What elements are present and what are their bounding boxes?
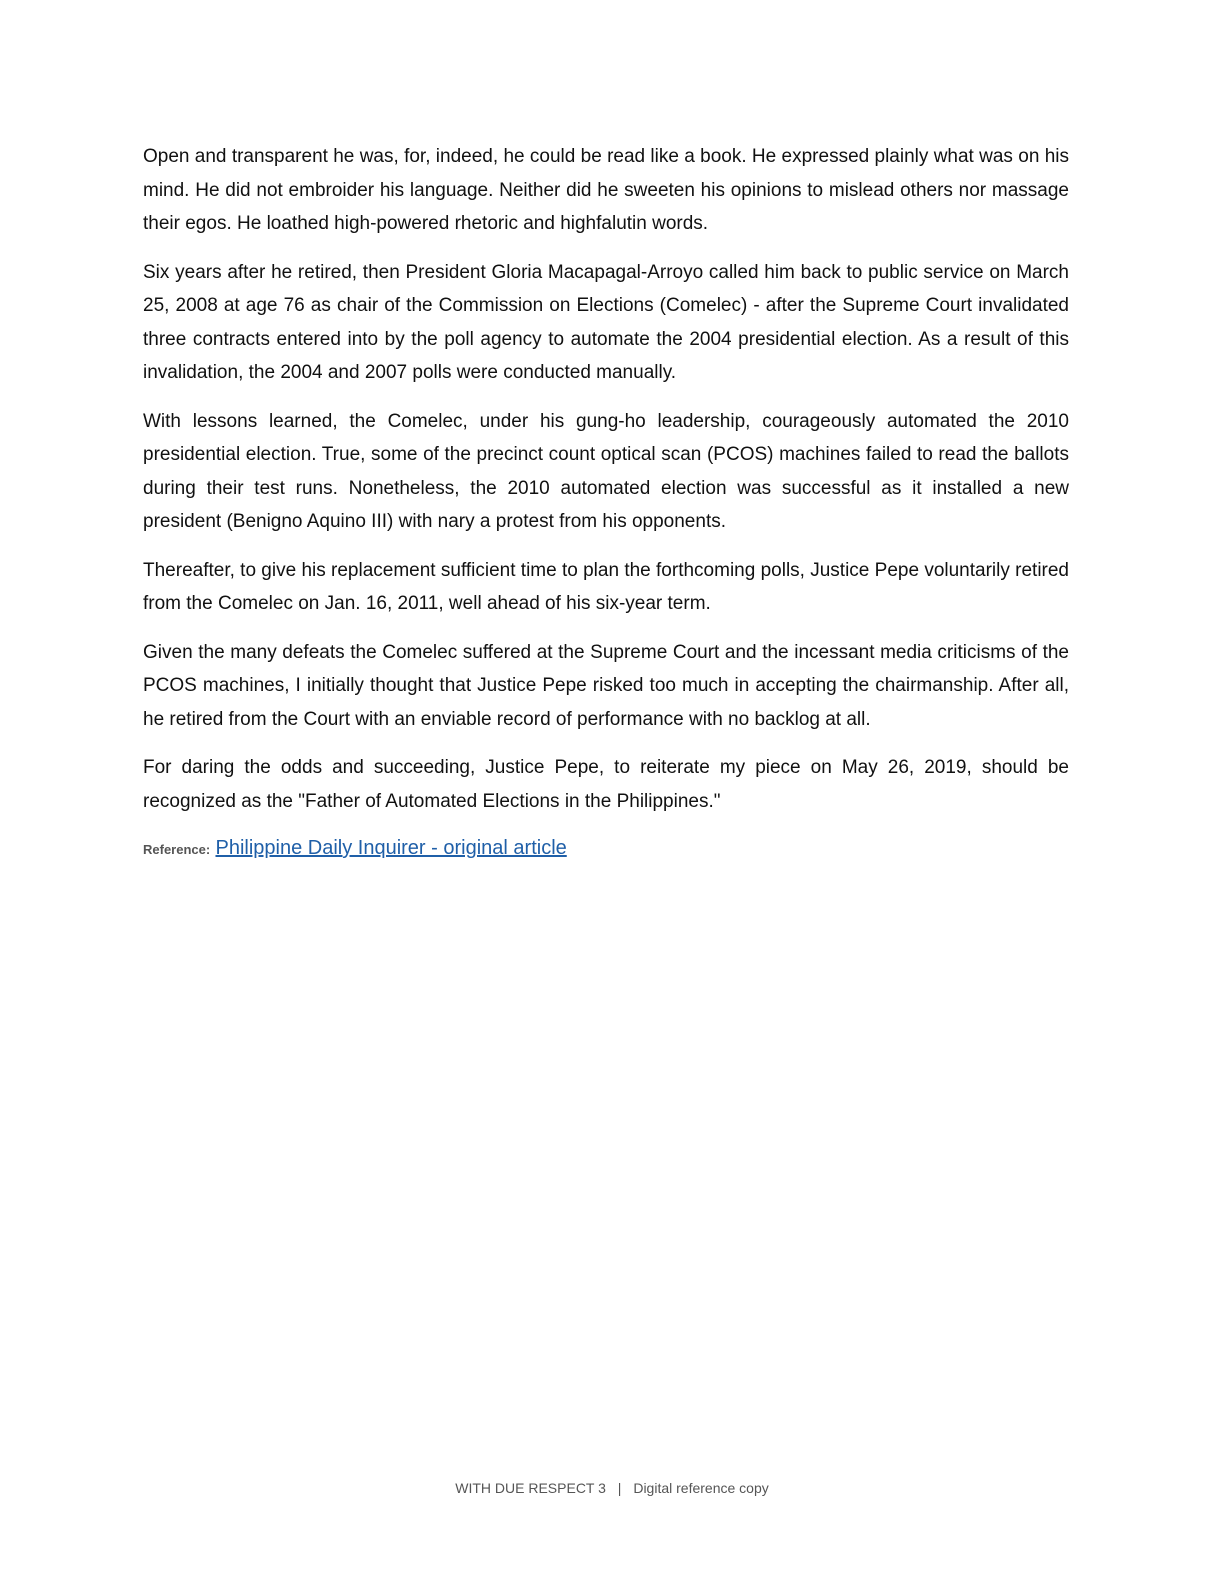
footer-title: WITH DUE RESPECT 3 [455, 1480, 606, 1496]
paragraph: Open and transparent he was, for, indeed, he could be read like a book. He expressed plainly what was on his mind. He did not embroider his language. Neither did he sweeten his opinions to mislead others nor massage their egos. He loathed high-powered rhetoric and highfalutin words. [143, 146, 1069, 234]
footer-separator: | [617, 1480, 622, 1496]
reference-link[interactable]: Philippine Daily Inquirer - original article [215, 837, 567, 859]
footer-note: Digital reference copy [633, 1480, 769, 1496]
reference-line [143, 833, 1069, 865]
paragraph: Thereafter, to give his replacement sufficient time to plan the forthcoming polls, Justice Pepe voluntarily retired from the Comelec on Jan. 16, 2011, well ahead of his six-year term. [143, 559, 1069, 614]
document-body [143, 140, 1069, 865]
paragraph: Six years after he retired, then President Gloria Macapagal-Arroyo called him back to public service on March 25, 2008 at age 76 as chair of the Commission on Elections (Comelec) - after the Supreme Court invalidated three contracts entered into by the poll agency to automate the 2004 presidential election. As a result of this invalidation, the 2004 and 2007 polls were conducted manually. [143, 261, 1069, 383]
paragraph: For daring the odds and succeeding, Justice Pepe, to reiterate my piece on May 26, 2019, should be recognized as the "Father of Automated Elections in the Philippines." [143, 757, 1069, 812]
page-footer [0, 1478, 1224, 1498]
reference-label: Reference: [143, 842, 211, 857]
paragraph: Given the many defeats the Comelec suffered at the Supreme Court and the incessant media criticisms of the PCOS machines, I initially thought that Justice Pepe risked too much in accepting the chairmanship. After all, he retired from the Court with an enviable record of performance with no backlog at all. [143, 641, 1069, 730]
paragraph: With lessons learned, the Comelec, under his gung-ho leadership, courageously automated the 2010 presidential election. True, some of the precinct count optical scan (PCOS) machines failed to read the ballots during their test runs. Nonetheless, the 2010 automated election was successful as it installed a new president (Benigno Aquino III) with nary a protest from his opponents. [143, 410, 1069, 532]
